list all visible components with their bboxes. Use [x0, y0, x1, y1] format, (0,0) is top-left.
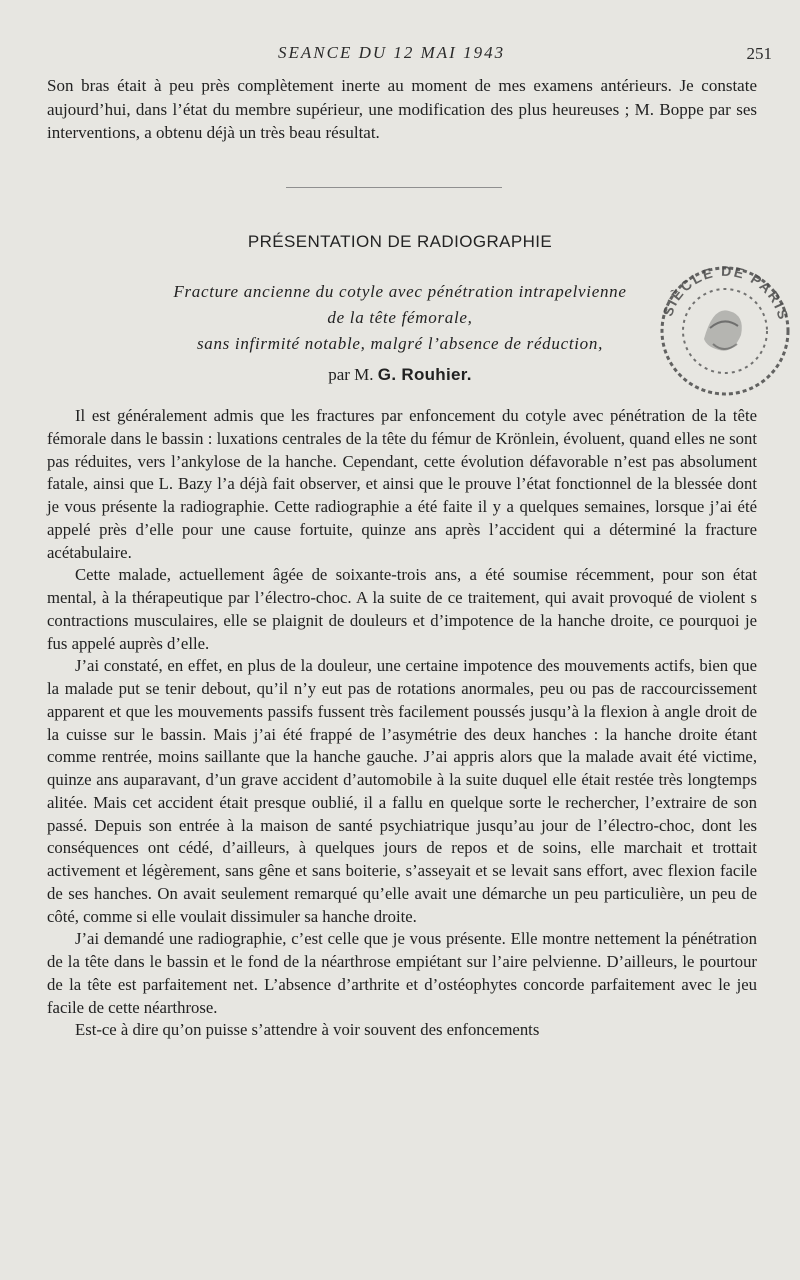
article-title: PRÉSENTATION DE RADIOGRAPHIE: [247, 232, 553, 251]
subtitle-line: sans infirmité notable, malgré l’absence de réduction,: [196, 334, 604, 353]
running-head: SEANCE DU 12 MAI 1943: [278, 43, 506, 62]
body-paragraph: J’ai demandé une radiographie, c’est celle que je vous présente. Elle montre nettement la pénétration de la tête dans le bassin et le fond de la néarthrose empiétant sur l’aire pelvienne. D’ailleurs, le pourtour de la tête est parfaitement net. L’absence d’arthrite et d’ostéophytes concorde parfaitement avec le jeu facile de cette néarthrose.: [47, 929, 757, 1017]
body-paragraph: J’ai constaté, en effet, en plus de la douleur, une certaine impotence des mouvements actifs, bien que la malade put se tenir debout, qu’il n’y eut pas de rotations anormales, peu ou pas de raccourcissement apparent et que les mouvements passifs fussent très facilement poussés jusqu’à la flexion à angle droit de la cuisse sur le bassin. Mais j’ai été frappé de l’asymétrie des deux hanches : la hanche droite étant comme rentrée, moins saillante que la hanche gauche. J’ai appris alors que la malade avait été victime, quinze ans auparavant, d’un grave accident d’automobile à la suite duquel elle était restée très longtemps alitée. Mais cet accident était presque oublié, il a fallu en quelque sorte le rechercher, l’extraire de son passé. Depuis son entrée à la maison de santé psychiatrique jusqu’au jour de l’électro-choc, dont les conséquences ont cédé, d’ailleurs, à quelques jours de repos et de soins, elle marchait et trottait activement et légèrement, sans gêne et sans boiterie, s’asseyait et se levait sans effort, avec flexion facile de ses hanches. On avait seulement remarqué qu’elle avait une démarche un peu particulière, un peu de côté, comme si elle voulait dissimuler sa hanche droite.: [47, 656, 757, 926]
stamp-seal-icon: [650, 236, 800, 406]
intro-paragraph: Son bras était à peu près complètement inerte au moment de mes examens antérieurs. Je constate aujourd’hui, dans l’état du membre supérieur, une modification des plus heureuses ; M. Boppe par ses interventions, a obtenu déjà un très beau résultat.: [47, 76, 757, 142]
author-prefix: par M.: [328, 365, 374, 384]
body-paragraph: Cette malade, actuellement âgée de soixante-trois ans, a été soumise récemment, pour son état mental, à la thérapeutique par l’électro-choc. A la suite de ce traitement, qui avait provoqué de violent s contractions musculaires, elle se plaignit de douleurs et d’impotence de la hanche droite, ce pourquoi je fus appelé auprès d’elle.: [47, 565, 757, 653]
page-number: 251: [746, 44, 772, 63]
author-name: G. Rouhier.: [377, 365, 472, 384]
svg-text:SIÈCLE DE PARIS: SIÈCLE DE PARIS: [659, 262, 793, 323]
section-divider: [286, 187, 502, 188]
subtitle-line: Fracture ancienne du cotyle avec pénétration intrapelvienne: [173, 282, 627, 301]
library-stamp: [650, 236, 800, 406]
body-paragraph: Est-ce à dire qu’on puisse s’attendre à voir souvent des enfoncements: [75, 1020, 540, 1040]
subtitle-line: de la tête fémorale,: [327, 308, 473, 327]
body-paragraph: Il est généralement admis que les fractures par enfoncement du cotyle avec pénétration de la tête fémorale dans le bassin : luxations centrales de la tête du fémur de Krönlein, évoluent, quand elles ne sont pas réduites, vers l’ankylose de la hanche. Cependant, cette évolution défavorable n’est pas absolument fatale, ainsi que L. Bazy l’a déjà fait observer, et ainsi que le prouve l’état fonctionnel de la blessée dont je vous présente la radiographie. Cette radiographie a été faite il y a quelques semaines, lorsque j’ai été appelé près d’elle pour une cause fortuite, quinze ans après l’accident qui a déterminé la fracture acétabulaire.: [47, 406, 757, 562]
article-body: [47, 405, 757, 1042]
